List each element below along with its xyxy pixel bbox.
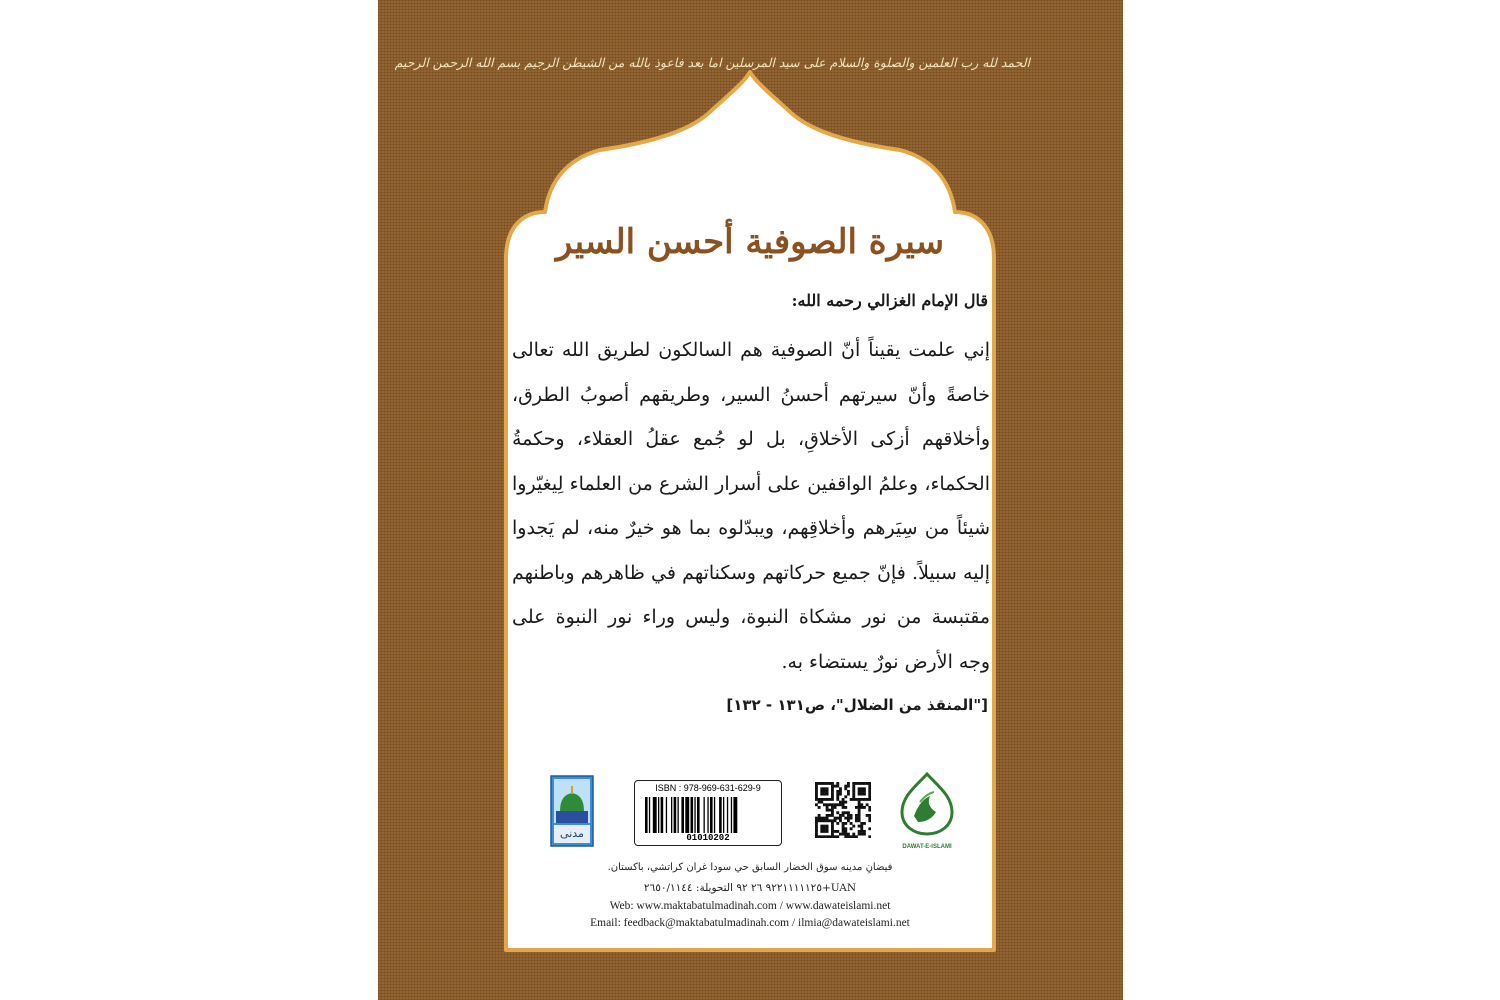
leaf-emblem-icon [896, 772, 958, 838]
page-title: سيرة الصوفية أحسن السير [555, 222, 945, 262]
dawat-e-islami-logo [896, 772, 958, 850]
left-logo-caption: مدنی [560, 827, 584, 840]
barcode-number: 01010202 [686, 833, 730, 843]
right-logo-caption: DAWAT-E-ISLAMI [902, 844, 952, 850]
qr-code [815, 782, 871, 838]
quote-body: إني علمت يقيناً أنّ الصوفية هم السالكون لطريق الله تعالى خاصةً وأنّ سيرتهم أحسنُ السير، وطريقهم أصوبُ الطرق، وأخلاقهم أزكى الأخلاقِ، بل لو جُمع عقلُ العقلاء، وحكمةُ الحكماء، وعلمُ الواقفين على أسرار الشرع من العلماء لِيغيّروا شيئاً من سِيَرهم وأخلاقِهم، ويبدّلوه بما هو خيرٌ منه، لم يَجدوا إليه سبيلاً. فإنّ جميع حركاتهم وسكناتهم في ظاهرهم وباطنهم مقتبسة من نور مشكاة النبوة، وليس وراء نور النبوة على وجه الأرض نورٌ يستضاء به. [512, 339, 990, 673]
barcode-bars [645, 797, 773, 833]
isbn-barcode [634, 780, 782, 846]
quote-source: ["المنقذ من الضلال"، ص١٣١ - ١٣٢] [726, 696, 988, 714]
maktaba-dome-logo [550, 775, 594, 847]
header-basmala: الحمد لله رب العلمين والصلوة والسلام على سيد المرسلين اما بعد فاعوذ بالله من الشيطن الرجيم بسم الله الرحمن الرحيم [394, 55, 1030, 70]
isbn-number: ISBN : 978-969-631-629-9 [655, 783, 761, 793]
footer-address: فيضانِ مدينه سوق الخضار السابق حي سودا غران كراتشي، باكستان. [607, 862, 893, 873]
footer-phone: UAN+٩٢٢١١١١١٢٥ ٢٦ ٩٢ التحويلة: ٢٦٥٠/١١٤٤ [643, 882, 857, 894]
footer-email[interactable]: Email: feedback@maktabatulmadinah.com / ilmia@dawateislami.net [590, 917, 910, 929]
footer-web[interactable]: Web: www.maktabatulmadinah.com / www.dawateislami.net [609, 900, 891, 912]
quote-attribution: قال الإمام الغزالي رحمه الله: [791, 291, 988, 310]
